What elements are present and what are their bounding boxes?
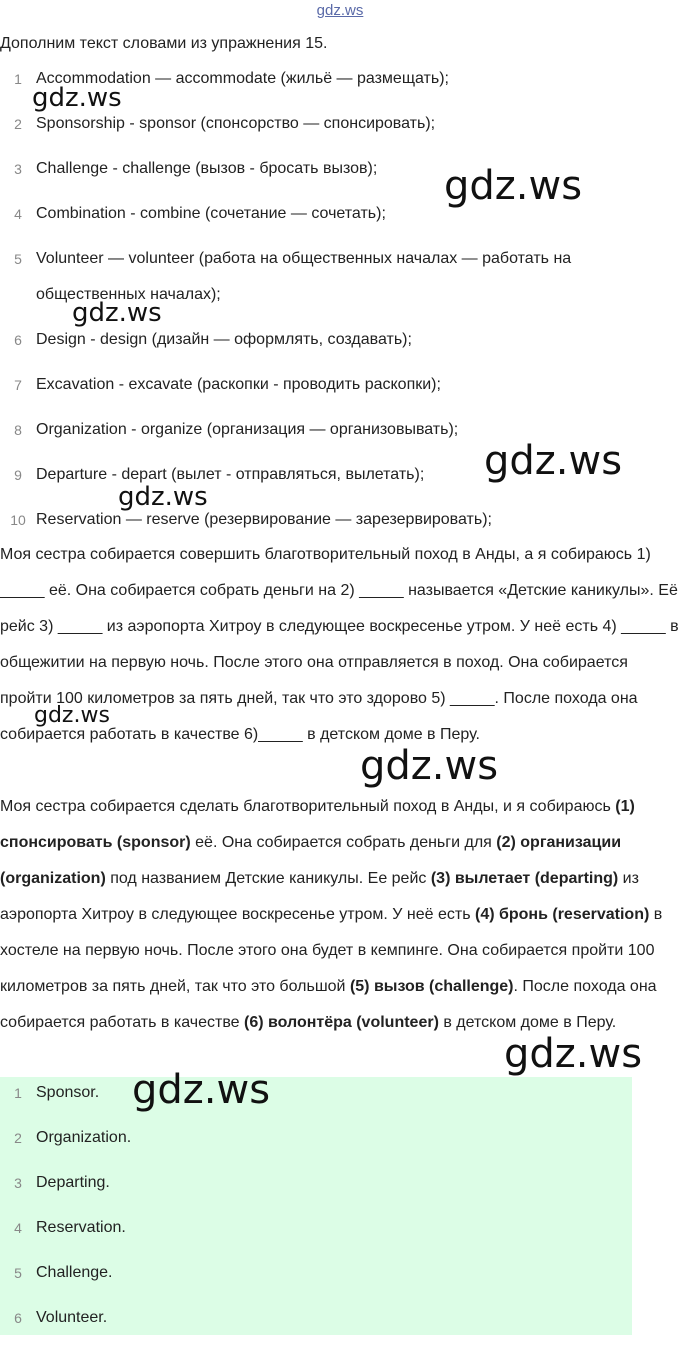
list-number: 2 [14,116,22,132]
watermark: gdz.ws [32,83,122,113]
list-item [0,1120,680,1156]
answer-segment: Моя сестра собирается сделать благотворительный поход в Анды, и я собираюсь [0,798,616,815]
answer-text [0,789,680,1041]
watermark: gdz.ws [360,743,499,789]
list-item [0,1210,680,1246]
list-number: 5 [14,1265,22,1281]
answer-segment: . После похода она собирается работать в качестве [0,978,657,1031]
task-text: Моя сестра собирается совершить благотворительный поход в Анды, а я собираюсь 1) _____ её. Она собирается собрать деньги на 2) _____ называется «Детские каникулы». Её рейс 3) _____ из аэропорта Хитроу в следующее воскресенье утром. У неё есть 4) _____ в общежитии на первую ночь. После этого она отправляется в поход. Она собирается пройти 100 километров за пять дней, так что это здорово 5) _____. После похода она собирается работать в качестве 6)_____ в детском доме в Перу. [0,546,679,743]
watermark: gdz.ws [132,1067,271,1113]
list-number: 5 [14,251,22,267]
list-item [0,1255,680,1291]
answer-item: Departing. [36,1174,110,1191]
list-number: 6 [14,1310,22,1326]
list-number: 8 [14,422,22,438]
list-number: 3 [14,161,22,177]
answer-item: Reservation. [36,1219,126,1236]
list-number: 4 [14,1220,22,1236]
word-pair: Departure - depart (вылет - отправляться, вылетать); [36,466,425,483]
list-number: 9 [14,467,22,483]
list-number: 6 [14,332,22,348]
answer-segment: её. Она собирается собрать деньги для [190,834,497,851]
word-pair: Design - design (дизайн — оформлять, создавать); [36,331,412,348]
list-item [0,502,680,538]
site-link[interactable]: gdz.ws [316,2,364,19]
answer-item: Challenge. [36,1264,113,1281]
answer-highlight: (2) организации (organization) [0,834,622,887]
intro-text: Дополним текст словами из упражнения 15. [0,35,328,52]
word-pair: Challenge - challenge (вызов - бросать вызов); [36,160,378,177]
word-pair: Accommodation — accommodate (жильё — размещать); [36,70,449,87]
list-number: 1 [14,71,22,87]
answer-highlight: (1) спонсировать (sponsor) [0,798,635,851]
list-item [0,367,680,403]
answer-highlight: (6) волонтёра (volunteer) [243,1014,439,1031]
answer-segment: в хостеле на первую ночь. После этого она будет в кемпинге. Она собирается пройти 100 километров за пять дней, так что это большой [0,906,663,995]
word-pair: Reservation — reserve (резервирование — зарезервировать); [36,511,492,528]
answer-segment: в детском доме в Перу. [438,1014,617,1031]
watermark: gdz.ws [504,1031,643,1077]
list-item [0,1075,680,1111]
watermark: gdz.ws [72,298,162,328]
watermark: gdz.ws [118,482,208,512]
word-pair: Volunteer — volunteer (работа на общественных началах — работать на общественных началах); [36,250,572,303]
list-number: 1 [14,1085,22,1101]
list-number: 7 [14,377,22,393]
list-number: 10 [10,512,26,528]
watermark: gdz.ws [444,163,583,209]
word-pair: Excavation - excavate (раскопки - проводить раскопки); [36,376,441,393]
watermark: gdz.ws [34,703,110,728]
word-pair: Combination - combine (сочетание — сочетать); [36,205,386,222]
answer-item: Sponsor. [36,1084,100,1101]
word-pair: Sponsorship - sponsor (спонсорство — спонсировать); [36,115,436,132]
list-item [0,1300,680,1336]
answer-highlight: (5) вызов (challenge) [349,978,514,995]
answer-item: Volunteer. [36,1309,108,1326]
answer-highlight: (4) бронь (reservation) [475,906,650,923]
list-number: 2 [14,1130,22,1146]
answers-list [0,1075,680,1345]
answer-segment: под названием Детские каникулы. Ее рейс [105,870,431,887]
answer-item: Organization. [36,1129,132,1146]
list-number: 3 [14,1175,22,1191]
answer-highlight: (3) вылетает (departing) [430,870,619,887]
answer-segment: из аэропорта Хитроу в следующее воскресенье утром. У неё есть [0,870,639,923]
watermark: gdz.ws [484,438,623,484]
list-item [0,1165,680,1201]
list-number: 4 [14,206,22,222]
word-pair: Organization - organize (организация — организовывать); [36,421,459,438]
